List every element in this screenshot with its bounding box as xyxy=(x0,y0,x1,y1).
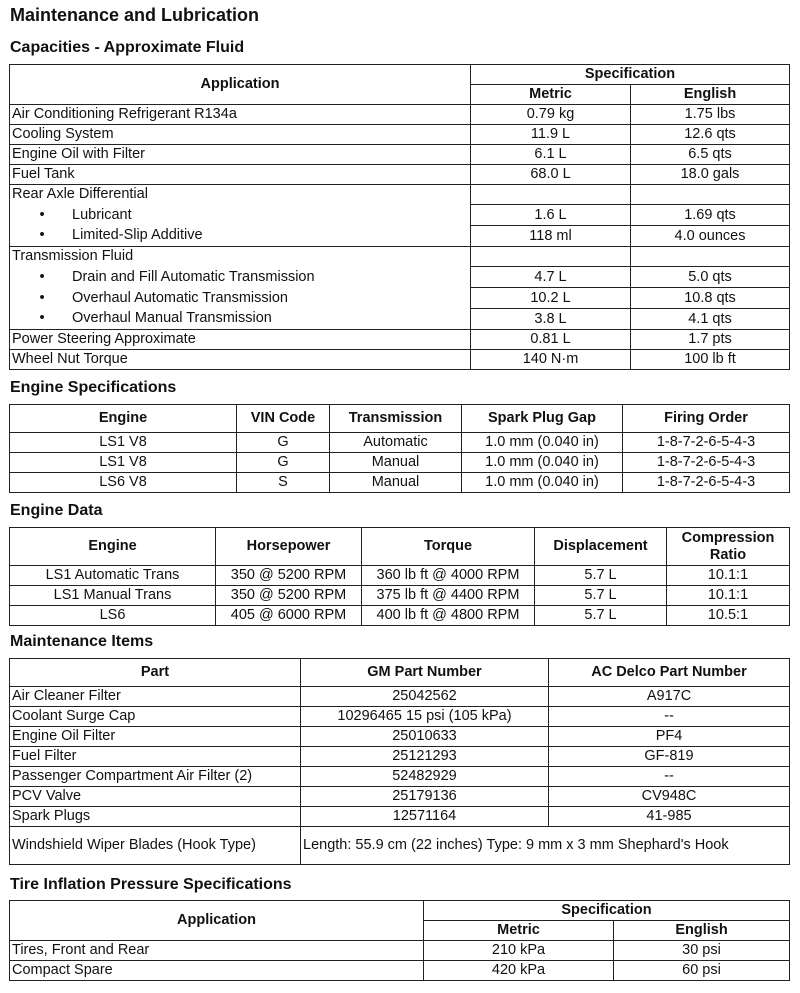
table-header: English xyxy=(614,921,790,941)
table-cell: 0.81 L xyxy=(471,330,631,350)
table-cell xyxy=(631,185,790,205)
table-cell: •Lubricant xyxy=(10,205,471,226)
table-row: Passenger Compartment Air Filter (2) 52482929 -- xyxy=(10,767,790,787)
table-cell: 1.6 L xyxy=(471,205,631,226)
table-cell: 3.8 L xyxy=(471,309,631,330)
table-cell: 4.7 L xyxy=(471,267,631,288)
capacities-heading: Capacities - Approximate Fluid xyxy=(10,39,245,56)
table-row xyxy=(10,226,790,247)
table-row xyxy=(10,247,790,267)
table-cell: 6.1 L xyxy=(471,145,631,165)
engine-data-table xyxy=(9,527,790,626)
table-cell: 4.1 qts xyxy=(631,309,790,330)
page-title: Maintenance and Lubrication xyxy=(10,5,260,25)
table-row xyxy=(10,105,790,125)
tire-heading: Tire Inflation Pressure Specifications xyxy=(10,876,292,893)
table-cell: Cooling System xyxy=(10,125,471,145)
table-header: Torque xyxy=(362,528,535,566)
table-row xyxy=(10,125,790,145)
table-cell: 12.6 qts xyxy=(631,125,790,145)
table-header: Displacement xyxy=(535,528,667,566)
table-row xyxy=(10,350,790,370)
bullet-icon xyxy=(12,206,72,225)
table-cell xyxy=(471,247,631,267)
capacities-header-metric: Metric xyxy=(471,85,631,105)
table-cell: 10.8 qts xyxy=(631,288,790,309)
table-cell: 4.0 ounces xyxy=(631,226,790,247)
table-row: LS1 Manual Trans 350 @ 5200 RPM 375 lb ft @ 4400 RPM 5.7 L 10.1:1 xyxy=(10,586,790,606)
table-row xyxy=(10,205,790,226)
bullet-icon xyxy=(12,268,72,287)
table-row xyxy=(10,267,790,288)
engine-data-heading: Engine Data xyxy=(10,502,103,519)
table-row xyxy=(10,165,790,185)
table-row: Engine Oil Filter 25010633 PF4 xyxy=(10,727,790,747)
table-cell: Power Steering Approximate xyxy=(10,330,471,350)
table-cell: 68.0 L xyxy=(471,165,631,185)
table-cell: 11.9 L xyxy=(471,125,631,145)
bullet-icon xyxy=(12,226,72,245)
table-cell: 118 ml xyxy=(471,226,631,247)
table-row: Coolant Surge Cap 10296465 15 psi (105 kPa) -- xyxy=(10,707,790,727)
table-cell: 100 lb ft xyxy=(631,350,790,370)
table-header: GM Part Number xyxy=(301,659,549,687)
table-header: AC Delco Part Number xyxy=(549,659,790,687)
table-cell: Engine Oil with Filter xyxy=(10,145,471,165)
table-cell: •Overhaul Manual Transmission xyxy=(10,309,471,330)
table-cell: •Limited-Slip Additive xyxy=(10,226,471,247)
table-header: Metric xyxy=(424,921,614,941)
capacities-table xyxy=(9,64,790,370)
maintenance-heading: Maintenance Items xyxy=(10,633,154,650)
table-row: Tires, Front and Rear 210 kPa 30 psi xyxy=(10,941,790,961)
table-row xyxy=(10,185,790,205)
table-cell: 1.69 qts xyxy=(631,205,790,226)
table-row: LS1 Automatic Trans 350 @ 5200 RPM 360 lb ft @ 4000 RPM 5.7 L 10.1:1 xyxy=(10,566,790,586)
capacities-header-application: Application xyxy=(10,65,471,105)
table-header: Specification xyxy=(424,901,790,921)
table-cell: 1.7 pts xyxy=(631,330,790,350)
table-cell: 10.2 L xyxy=(471,288,631,309)
table-row xyxy=(10,288,790,309)
table-cell: 5.0 qts xyxy=(631,267,790,288)
table-cell: •Drain and Fill Automatic Transmission xyxy=(10,267,471,288)
table-row xyxy=(10,309,790,330)
table-row: LS6 405 @ 6000 RPM 400 lb ft @ 4800 RPM 5.7 L 10.5:1 xyxy=(10,606,790,626)
table-row xyxy=(10,145,790,165)
table-cell: 18.0 gals xyxy=(631,165,790,185)
table-row: LS1 V8 G Automatic 1.0 mm (0.040 in) 1-8-7-2-6-5-4-3 xyxy=(10,433,790,453)
bullet-icon xyxy=(12,289,72,308)
table-cell: Rear Axle Differential xyxy=(10,185,471,205)
table-header: Firing Order xyxy=(623,405,790,433)
table-row xyxy=(10,330,790,350)
table-cell: 6.5 qts xyxy=(631,145,790,165)
table-header: VIN Code xyxy=(237,405,330,433)
table-header: Transmission xyxy=(330,405,462,433)
table-cell: 0.79 kg xyxy=(471,105,631,125)
table-row: Spark Plugs 12571164 41-985 xyxy=(10,807,790,827)
table-header: Engine xyxy=(10,405,237,433)
table-cell: 140 N·m xyxy=(471,350,631,370)
table-row: LS6 V8 S Manual 1.0 mm (0.040 in) 1-8-7-2-6-5-4-3 xyxy=(10,473,790,493)
table-header: Part xyxy=(10,659,301,687)
table-header: Application xyxy=(10,901,424,941)
tire-table xyxy=(9,900,790,981)
table-cell: 1.75 lbs xyxy=(631,105,790,125)
table-cell xyxy=(631,247,790,267)
bullet-icon xyxy=(12,309,72,328)
table-cell xyxy=(471,185,631,205)
table-header: Horsepower xyxy=(216,528,362,566)
table-cell: Fuel Tank xyxy=(10,165,471,185)
table-row: Air Cleaner Filter 25042562 A917C xyxy=(10,687,790,707)
table-header: Spark Plug Gap xyxy=(462,405,623,433)
maintenance-table xyxy=(9,658,790,865)
capacities-header-spec: Specification xyxy=(471,65,790,85)
table-row: Windshield Wiper Blades (Hook Type) Length: 55.9 cm (22 inches) Type: 9 mm x 3 mm Shephard's Hook xyxy=(10,827,790,865)
engine-specs-heading: Engine Specifications xyxy=(10,379,177,396)
table-header: Engine xyxy=(10,528,216,566)
table-row: PCV Valve 25179136 CV948C xyxy=(10,787,790,807)
table-header: Compression Ratio xyxy=(667,528,790,566)
table-cell: •Overhaul Automatic Transmission xyxy=(10,288,471,309)
capacities-header-english: English xyxy=(631,85,790,105)
table-cell: Wheel Nut Torque xyxy=(10,350,471,370)
table-cell: Transmission Fluid xyxy=(10,247,471,267)
table-cell: Air Conditioning Refrigerant R134a xyxy=(10,105,471,125)
table-row: Compact Spare 420 kPa 60 psi xyxy=(10,961,790,981)
table-row: Fuel Filter 25121293 GF-819 xyxy=(10,747,790,767)
engine-specs-table xyxy=(9,404,790,493)
table-row: LS1 V8 G Manual 1.0 mm (0.040 in) 1-8-7-2-6-5-4-3 xyxy=(10,453,790,473)
